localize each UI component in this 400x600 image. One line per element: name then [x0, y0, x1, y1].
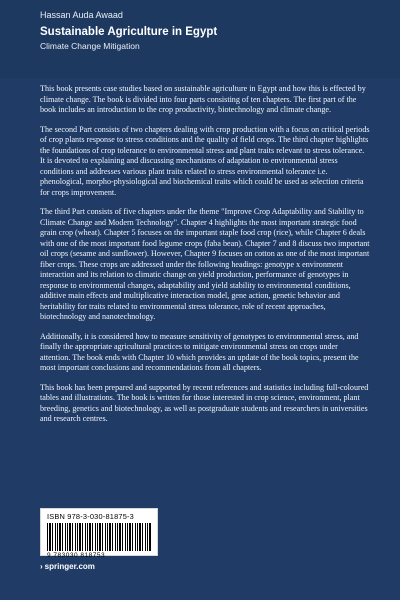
- chevron-right-icon: ›: [40, 562, 43, 571]
- blurb-paragraph: This book presents case studies based on sustainable agriculture in Egypt and how this is effected by climate change. The book is divided into four parts consisting of ten chapters. The first part of the book includes an introduction to the crop productivity, biotechnology and climate change.: [40, 84, 366, 114]
- barcode-digits: 9 783030 818753: [47, 552, 106, 559]
- blurb-paragraph: This book has been prepared and supported by recent references and statistics including full-coloured tables and illustrations. The book is written for those interested in crop science, environment, plant breeding, genetics and biotechnology, as well as postgraduate students and researchers in universities and research centres.: [40, 382, 369, 423]
- isbn-barcode: [40, 508, 158, 559]
- blurb: [40, 84, 370, 434]
- blurb-paragraph: Additionally, it is considered how to measure sensitivity of genotypes to environmental stress, and finally the appropriate agricultural practices to mitigate environmental stress on crops under attention. The book ends with Chapter 10 which provides an update of the book topics, present the most important conclusions and recommendations from all chapters.: [40, 331, 359, 372]
- blurb-paragraph: The third Part consists of five chapters under the theme "Improve Crop Adaptability and Stability to Climate Change and Modern Technology". Chapter 4 highlights the most important strategic food grain crop (wheat). Chapter 5 focuses on the important staple food crop (rice), while Chapter 6 deals with one of the most important food legume crops (faba bean). Chapter 7 and 8 discuss two important oil crops (sesame and sunflower). However, Chapter 9 focuses on cotton as one of the most important fiber crops. These crops are addressed under the following headings: genotype x environment interaction and its relation to climatic change on yield production, performance of genotypes in response to environmental changes, adaptability and yield stability to environmental conditions, additive main effects and multiplicative interaction model, gene action, genetic behavior and heritability for traits related to environmental stress tolerance, role of recent approaches, biotechnology and nanotechnology.: [40, 207, 370, 321]
- blurb-paragraph: The second Part consists of two chapters dealing with crop production with a focus on critical periods of crop plants response to stress conditions and the quality of field crops. The third chapter highlights the foundations of crop tolerance to environmental stress and plant traits relevant to stress tolerance. It is devoted to explaining and discussing mechanisms of adaptation to environmental stress conditions and addresses various plant traits related to stress environmental tolerance i.e. phenological, morpho-physiological and biochemical traits which could be used as selection criteria for crops improvement.: [40, 124, 370, 197]
- barcode-bars: [47, 523, 151, 551]
- author-name: Hassan Auda Awaad: [40, 10, 123, 20]
- book-title: Sustainable Agriculture in Egypt: [40, 26, 218, 38]
- publisher-url: springer.com: [44, 562, 95, 571]
- book-subtitle: Climate Change Mitigation: [40, 41, 140, 51]
- publisher-link[interactable]: [40, 562, 95, 571]
- cover-header: [40, 10, 370, 51]
- isbn-text: ISBN 978-3-030-81875-3: [47, 512, 134, 521]
